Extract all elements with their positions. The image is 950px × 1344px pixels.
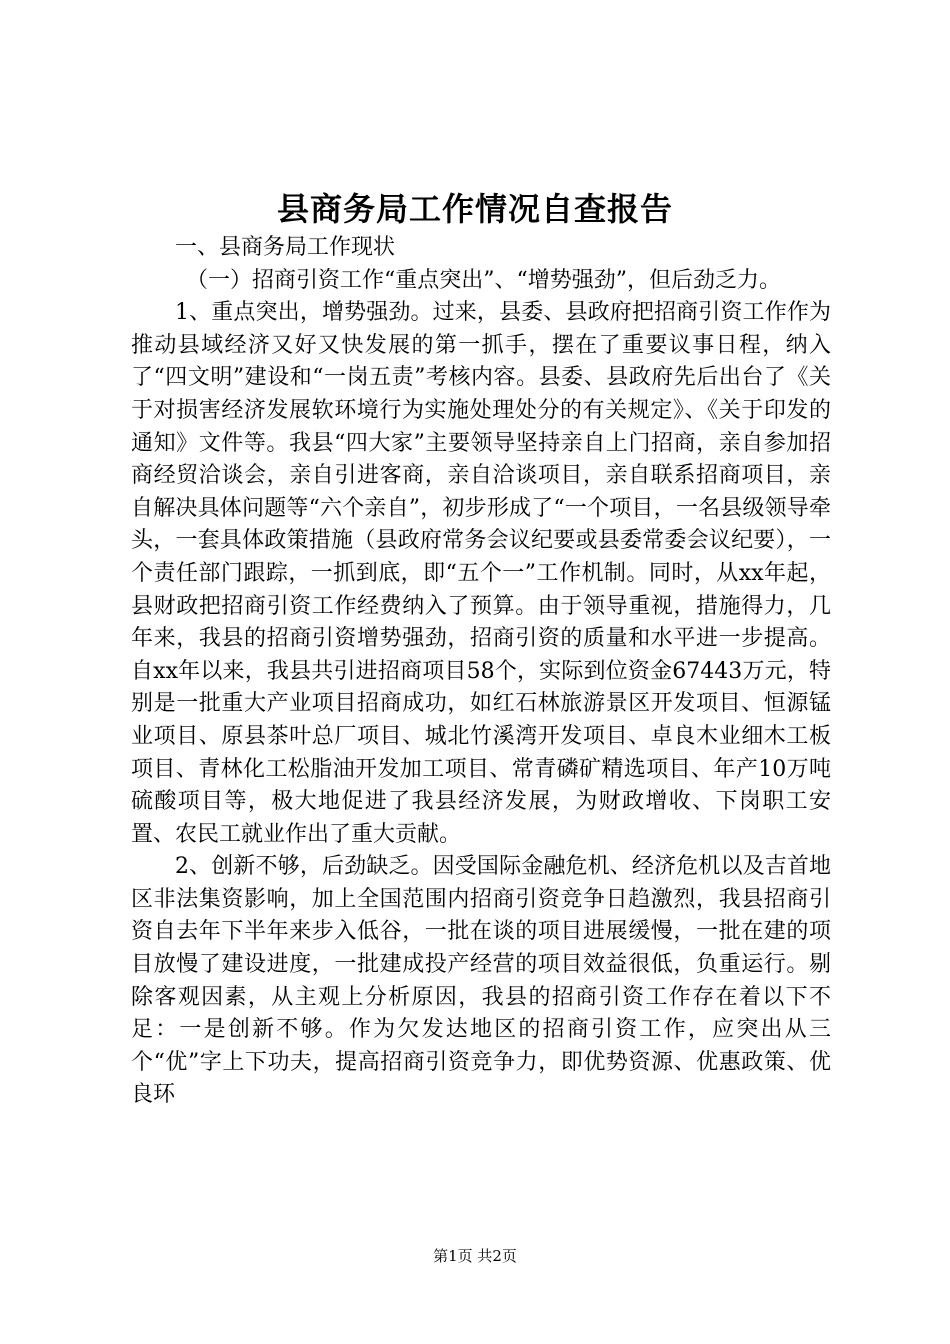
document-title: 县商务局工作情况自查报告: [276, 190, 673, 228]
paragraph-2: 2、创新不够，后劲缺乏。因受国际金融危机、经济危机以及吉首地区非法集资影响，加上全国范围内招商引资竞争日趋激烈，我县招商引资自去年下半年来步入低谷，一批在谈的项目进展缓慢，一批在建的项目放慢了建设进度，一批建成投产经营的项目效益很低，负重运行。剔除客观因素，从主观上分析原因，我县的招商引资工作存在着以下不足：一是创新不够。作为欠发达地区的招商引资工作，应突出从三个“优”字上下功夫，提高招商引资竞争力，即优势资源、优惠政策、优良环: [131, 854, 831, 1108]
subsection-heading: （一）招商引资工作“重点突出”、“增势强劲”，但后劲乏力。: [186, 267, 781, 293]
section-heading: 一、县商务局工作现状: [175, 235, 396, 260]
paragraph-1: 1、重点突出，增势强劲。过来，县委、县政府把招商引资工作作为推动县域经济又好又快发展的第一抓手，摆在了重要议事日程，纳入了“四文明”建设和“一岗五责”考核内容。县委、县政府先后出台了《关于对损害经济发展软环境行为实施处理处分的有关规定》、《关于印发的通知》文件等。我县“四大家”主要领导坚持亲自上门招商，亲自参加招商经贸洽谈会，亲自引进客商，亲自洽谈项目，亲自联系招商项目，亲自解决具体问题等“六个亲自”，初步形成了“一个项目，一名县级领导牵头，一套具体政策措施（县政府常务会议纪要或县委常委会议纪要），一个责任部门跟踪，一抓到底，即“五个一”工作机制。同时，从xx年起，县财政把招商引资工作经费纳入了预算。由于领导重视，措施得力，几年来，我县的招商引资增势强劲，招商引资的质量和水平进一步提高。自xx年以来，我县共引进招商项目58个，实际到位资金67443万元，特别是一批重大产业项目招商成功，如红石林旅游景区开发项目、恒源锰业项目、原县茶叶总厂项目、城北竹溪湾开发项目、卓良木业细木工板项目、青林化工松脂油开发加工项目、常青磷矿精选项目、年产10万吨硫酸项目等，极大地促进了我县经济发展，为财政增收、下岗职工安置、农民工就业作出了重大贡献。: [131, 300, 831, 847]
document-body: [131, 232, 831, 1112]
page-footer: 第1页 共2页: [433, 1247, 517, 1265]
